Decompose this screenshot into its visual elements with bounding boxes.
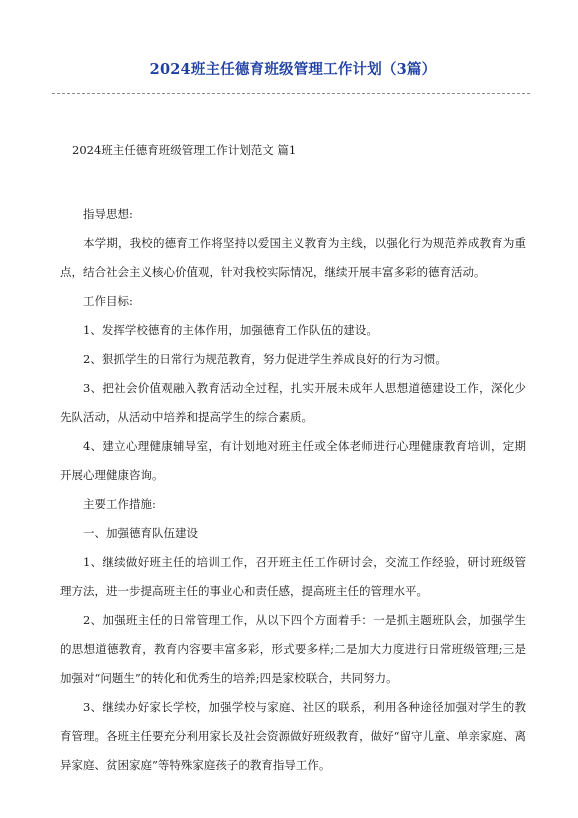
- paragraph: 1、继续做好班主任的培训工作，召开班主任工作研讨会，交流工作经验，研讨班级管理方法，进一步提高班主任的事业心和责任感，提高班主任的管理水平。: [60, 555, 526, 598]
- paragraph: 2、加强班主任的日常管理工作，从以下四个方面着手：一是抓主题班队会，加强学生的思想道德教育，教育内容要丰富多彩，形式要多样;二是加大力度进行日常班级管理;三是加强对“问题生”的转化和优秀生的培养;四是家校联合，共同努力。: [60, 613, 526, 685]
- paragraph: 3、继续办好家长学校，加强学校与家庭、社区的联系，利用各种途径加强对学生的教育管理。各班主任要充分利用家长及社会资源做好班级教育，做好“留守儿童、单亲家庭、离异家庭、贫困家庭”等特殊家庭孩子的教育指导工作。: [60, 700, 526, 772]
- paragraph-subheading: 一、加强德育队伍建设: [83, 526, 198, 540]
- paragraph: 3、把社会价值观融入教育活动全过程，扎实开展未成年人思想道德建设工作，深化少先队活动，从活动中培养和提高学生的综合素质。: [60, 381, 526, 424]
- paragraph-measures-heading: 主要工作措施:: [83, 497, 156, 511]
- paragraph-goals-heading: 工作目标:: [83, 294, 133, 308]
- title-divider: [52, 93, 530, 94]
- section-heading: 2024班主任德育班级管理工作计划范文 篇1: [72, 143, 297, 157]
- document-body: [60, 200, 526, 780]
- document-title: 2024班主任德育班级管理工作计划（3篇）: [149, 61, 437, 78]
- paragraph: 4、建立心理健康辅导室，有计划地对班主任或全体老师进行心理健康教育培训，定期开展心理健康咨询。: [60, 439, 526, 482]
- paragraph: 2、狠抓学生的日常行为规范教育，努力促进学生养成良好的行为习惯。: [83, 352, 447, 366]
- paragraph: 本学期，我校的德育工作将坚持以爱国主义教育为主线，以强化行为规范养成教育为重点，结合社会主义核心价值观，针对我校实际情况，继续开展丰富多彩的德育活动。: [60, 236, 526, 279]
- paragraph-guiding-heading: 指导思想:: [83, 207, 133, 221]
- paragraph: 1、发挥学校德育的主体作用，加强德育工作队伍的建设。: [83, 323, 378, 337]
